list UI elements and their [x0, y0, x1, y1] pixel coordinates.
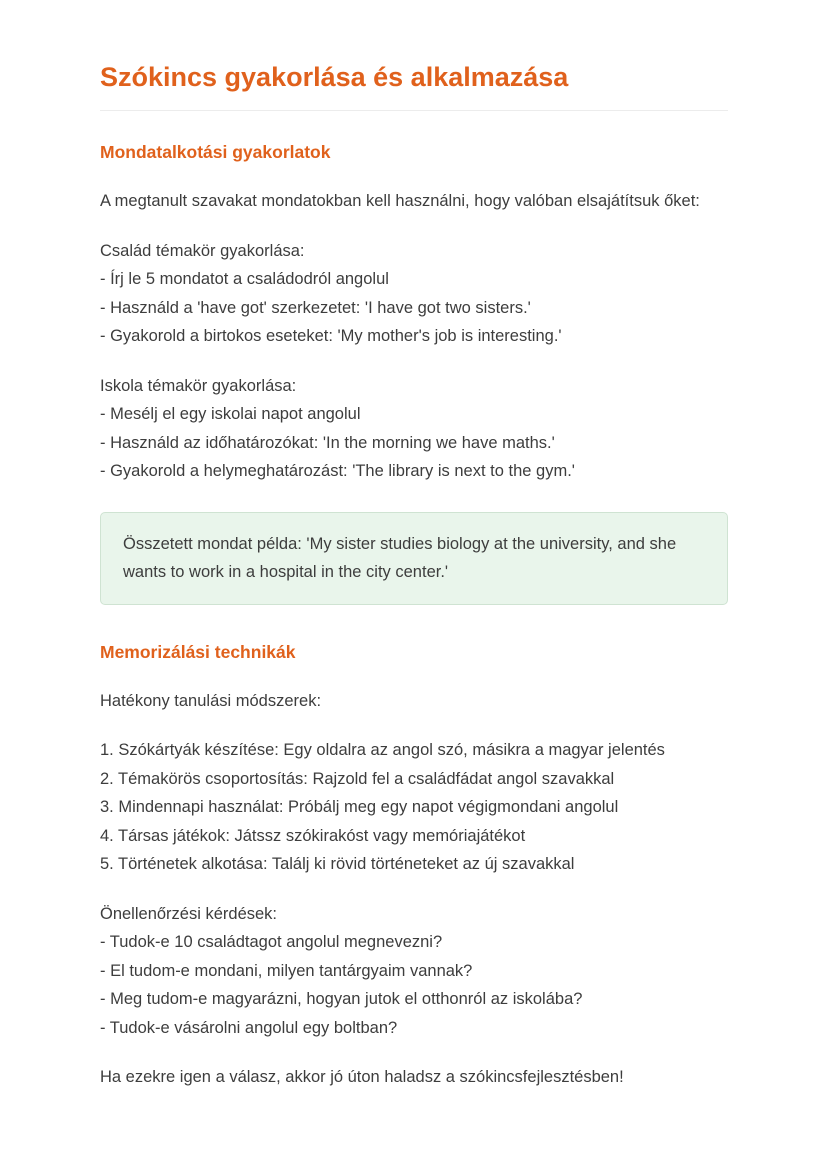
paragraph-line: - Tudok-e vásárolni angolul egy boltban?	[100, 1018, 398, 1037]
paragraph-line: Iskola témakör gyakorlása:	[100, 376, 297, 395]
paragraph-closing	[100, 1063, 728, 1092]
paragraph-line: Család témakör gyakorlása:	[100, 241, 305, 260]
section-heading-memorization: Memorizálási technikák	[100, 641, 296, 662]
paragraph-line: - Mesélj el egy iskolai napot angolul	[100, 405, 361, 423]
paragraph-line: 5. Történetek alkotása: Találj ki rövid történeteket az új szavakkal	[100, 855, 575, 873]
paragraph-line: Összetett mondat példa: 'My sister studies biology at the university, and she wants to work in a hospital in the city center.'	[123, 534, 677, 581]
section-heading-sentence-building: Mondatalkotási gyakorlatok	[100, 142, 331, 162]
paragraph-line: - Tudok-e 10 családtagot angolul megnevezni?	[100, 933, 443, 951]
paragraph-line: 4. Társas játékok: Játssz szókirakóst vagy memóriajátékot	[100, 826, 526, 845]
paragraph-line: Önellenőrzési kérdések:	[100, 904, 278, 923]
paragraph-line: Hatékony tanulási módszerek:	[100, 691, 322, 710]
paragraph-line: - Gyakorold a helymeghatározást: 'The library is next to the gym.'	[100, 462, 575, 480]
paragraph-line: - Írj le 5 mondatot a családodról angolul	[100, 270, 389, 288]
paragraph-methods-list	[100, 736, 728, 879]
paragraph-line: 1. Szókártyák készítése: Egy oldalra az angol szó, másikra a magyar jelentés	[100, 741, 665, 759]
page-title: Szókincs gyakorlása és alkalmazása	[100, 60, 728, 111]
paragraph-line: - Használd az időhatározókat: 'In the morning we have maths.'	[100, 433, 555, 452]
paragraph-line: - Használd a 'have got' szerkezetet: 'I have got two sisters.'	[100, 298, 531, 317]
example-box	[100, 512, 728, 605]
paragraph-line: 2. Témakörös csoportosítás: Rajzold fel a családfádat angol szavakkal	[100, 769, 615, 788]
paragraph-methods-intro	[100, 687, 728, 716]
paragraph-line: - Gyakorold a birtokos eseteket: 'My mother's job is interesting.'	[100, 327, 562, 345]
paragraph-line: 3. Mindennapi használat: Próbálj meg egy napot végigmondani angolul	[100, 798, 619, 816]
paragraph-family-topic	[100, 237, 728, 351]
paragraph-self-check	[100, 900, 728, 1043]
paragraph-line: - Meg tudom-e magyarázni, hogyan jutok el otthonról az iskolába?	[100, 990, 583, 1008]
paragraph-line: Ha ezekre igen a válasz, akkor jó úton haladsz a szókincsfejlesztésben!	[100, 1068, 624, 1086]
paragraph-line: A megtanult szavakat mondatokban kell használni, hogy valóban elsajátítsuk őket:	[100, 192, 700, 210]
paragraph-line: - El tudom-e mondani, milyen tantárgyaim vannak?	[100, 961, 473, 980]
example-box-text	[123, 530, 705, 587]
paragraph-intro	[100, 187, 728, 216]
paragraph-school-topic	[100, 372, 728, 486]
